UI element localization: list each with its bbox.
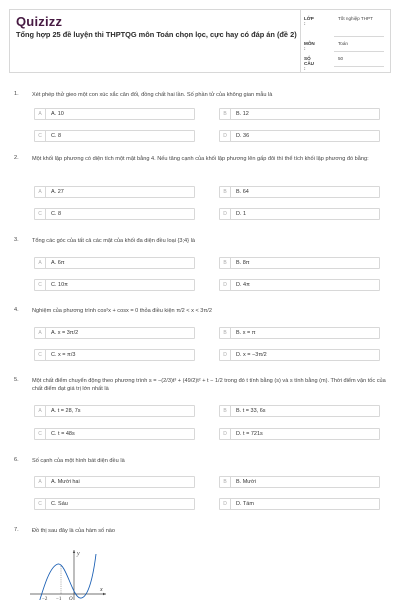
option-text: B. 8π <box>236 260 250 266</box>
option-letter: C <box>35 350 46 360</box>
option-text: B. x = π <box>236 330 256 336</box>
question-number: 5. <box>14 377 19 383</box>
option-letter: A <box>35 258 46 268</box>
option-letter: D <box>220 209 231 219</box>
question-text: Số cạnh của một hình bát diện đều là <box>32 458 125 464</box>
option-text: A. t = 28, 7s <box>51 408 81 414</box>
option-text: D. 4π <box>236 282 250 288</box>
function-curve <box>38 554 96 600</box>
option-letter: D <box>220 131 231 141</box>
tick-label-neg1: −1 <box>56 597 62 600</box>
option-a[interactable] <box>34 186 195 198</box>
option-text: D. t = 721s <box>236 431 263 437</box>
class-value: Tốt nghiệp THPT <box>338 16 373 21</box>
subject-underline <box>334 51 384 52</box>
option-d[interactable] <box>219 279 380 291</box>
question-count-value: 50 <box>338 56 344 61</box>
option-c[interactable] <box>34 130 195 142</box>
tick-label-neg2: −2 <box>42 597 48 600</box>
option-letter: B <box>220 187 231 197</box>
origin-label: O <box>69 597 73 600</box>
option-letter: D <box>220 499 231 509</box>
option-letter: D <box>220 350 231 360</box>
question-text: Tổng các góc của tất cả các mặt của khối đa diện đều loại {3;4} là <box>32 238 195 244</box>
question-number: 1. <box>14 91 19 97</box>
option-text: C. t = 48s <box>51 431 75 437</box>
option-c[interactable] <box>34 279 195 291</box>
quizizz-logo: Quizizz <box>16 14 63 29</box>
option-letter: B <box>220 477 231 487</box>
question-text: Một khối lập phương có diện tích một mặt bằng 4. Nếu tăng cạnh của khối lập phương lên gấp đôi thì thể tích khối lập phương đó bằng: <box>32 156 369 162</box>
option-letter: B <box>220 109 231 119</box>
option-a[interactable] <box>34 108 195 120</box>
option-b[interactable] <box>219 327 380 339</box>
option-a[interactable] <box>34 257 195 269</box>
option-text: D. Tám <box>236 501 254 507</box>
function-graph <box>28 546 108 600</box>
subject-value: Toán <box>338 41 348 46</box>
option-text: B. 12 <box>236 111 249 117</box>
option-c[interactable] <box>34 428 195 440</box>
option-letter: C <box>35 280 46 290</box>
x-axis-label: x <box>100 587 103 593</box>
question-text: Xét phép thử gieo một con xúc xắc cân đối, đồng chất hai lần. Số phần tử của không gian mẫu là <box>32 92 273 98</box>
option-text: B. Mười <box>236 479 256 485</box>
option-b[interactable] <box>219 405 380 417</box>
option-text: D. x = −3π/2 <box>236 352 267 358</box>
option-letter: D <box>220 429 231 439</box>
question-count-label: SỐ CÂU : <box>304 56 314 71</box>
option-text: D. 1 <box>236 211 247 217</box>
header-divider <box>300 9 301 73</box>
option-letter: D <box>220 280 231 290</box>
option-c[interactable] <box>34 208 195 220</box>
worksheet-header <box>9 9 391 73</box>
worksheet-title: Tổng hợp 25 đề luyện thi THPTQG môn Toán chọn lọc, cực hay có đáp án (đề 2) <box>16 30 297 39</box>
option-b[interactable] <box>219 186 380 198</box>
option-letter: C <box>35 499 46 509</box>
option-letter: B <box>220 258 231 268</box>
class-label: LỚP : <box>304 16 314 26</box>
y-axis-arrow <box>73 550 75 553</box>
option-b[interactable] <box>219 257 380 269</box>
question-text: Đồ thị sau đây là của hàm số nào <box>32 528 116 534</box>
option-text: A. x = 3π/2 <box>51 330 79 336</box>
option-letter: B <box>220 406 231 416</box>
option-text: B. 64 <box>236 189 249 195</box>
subject-label: MÔN : <box>304 41 315 51</box>
option-letter: A <box>35 109 46 119</box>
question-text: Một chất điểm chuyển động theo phương trình s = −(2/3)t³ + (49/2)t² + t − 1/2 trong đó t tính bằng (s) và s tính bằng (m). Thời điểm vận tốc của chất điểm đạt giá trị lớn nhất là <box>32 378 386 392</box>
option-letter: A <box>35 187 46 197</box>
question-number: 7. <box>14 527 19 533</box>
option-letter: C <box>35 209 46 219</box>
y-axis-label: y <box>77 551 80 557</box>
option-letter: C <box>35 429 46 439</box>
option-text: C. 8 <box>51 133 62 139</box>
option-d[interactable] <box>219 130 380 142</box>
option-text: A. 10 <box>51 111 64 117</box>
option-text: D. 36 <box>236 133 250 139</box>
question-text: Nghiệm của phương trình cos²x + cosx = 0 thỏa điều kiện π/2 < x < 3π/2 <box>32 308 212 314</box>
option-d[interactable] <box>219 349 380 361</box>
question-number: 4. <box>14 307 19 313</box>
option-text: A. 6π <box>51 260 65 266</box>
question-number: 3. <box>14 237 19 243</box>
option-letter: A <box>35 406 46 416</box>
option-a[interactable] <box>34 476 195 488</box>
option-d[interactable] <box>219 498 380 510</box>
option-letter: B <box>220 328 231 338</box>
question-number: 2. <box>14 155 19 161</box>
option-text: C. Sáu <box>51 501 68 507</box>
option-text: A. Mười hai <box>51 479 80 485</box>
option-b[interactable] <box>219 476 380 488</box>
question-number: 6. <box>14 457 19 463</box>
option-c[interactable] <box>34 498 195 510</box>
option-a[interactable] <box>34 327 195 339</box>
option-text: C. 8 <box>51 211 62 217</box>
option-text: C. 10π <box>51 282 68 288</box>
option-letter: A <box>35 477 46 487</box>
option-letter: A <box>35 328 46 338</box>
option-d[interactable] <box>219 428 380 440</box>
x-axis-arrow <box>103 593 106 595</box>
option-b[interactable] <box>219 108 380 120</box>
question-count-underline <box>334 66 384 67</box>
option-text: C. x = π/3 <box>51 352 76 358</box>
option-c[interactable] <box>34 349 195 361</box>
option-d[interactable] <box>219 208 380 220</box>
option-letter: C <box>35 131 46 141</box>
class-underline <box>334 36 384 37</box>
option-text: A. 27 <box>51 189 64 195</box>
option-text: B. t = 33, 6s <box>236 408 266 414</box>
option-a[interactable] <box>34 405 195 417</box>
